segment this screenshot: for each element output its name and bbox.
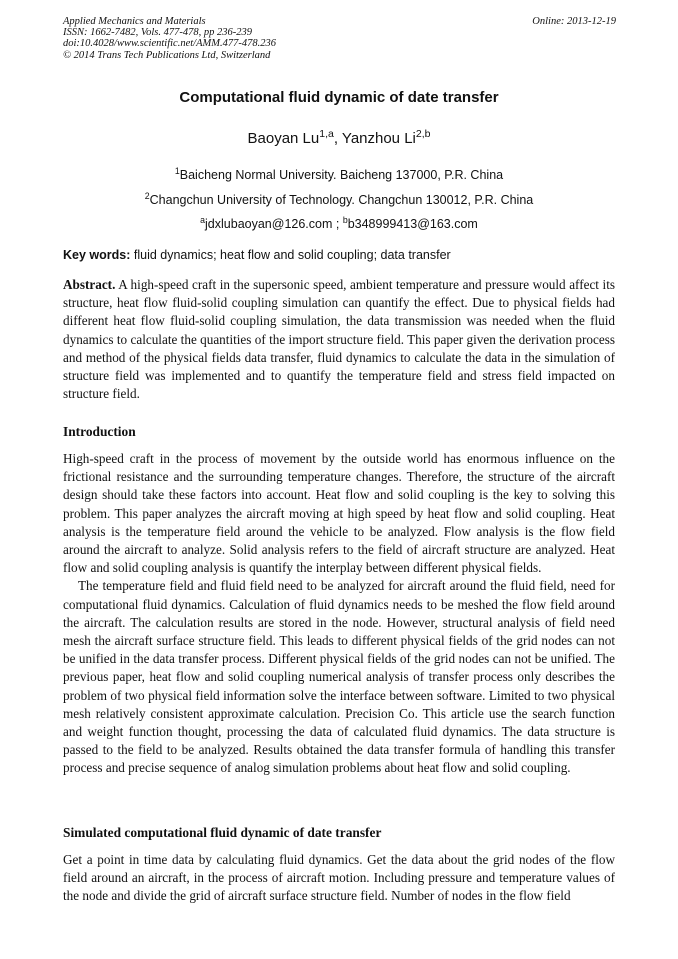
author-emails	[0, 215, 678, 231]
author-affiliation-marker: 2,b	[415, 128, 431, 140]
affiliation-marker: 1	[174, 166, 180, 176]
abstract	[63, 276, 615, 403]
author-name: Yanzhou Li	[341, 130, 416, 147]
issn-line: ISSN: 1662-7482, Vols. 477-478, pp 236-239	[63, 27, 252, 39]
journal-metadata	[63, 16, 276, 61]
affiliation-text: Changchun University of Technology. Changchun 130012, P.R. China	[149, 193, 534, 208]
copyright-line: © 2014 Trans Tech Publications Ltd, Switzerland	[63, 49, 271, 61]
email-address: jdxlubaoyan@126.com	[205, 217, 333, 232]
paragraph: The temperature field and fluid field need to be analyzed for aircraft around the fluid field, need for computational fluid dynamics. Calculation of fluid dynamics needs to be meshed the flow field around the aircraft. The calculation results are stored in the node. However, structural analysis of field need mesh the aircraft surface structure field. This leads to different physical fields of the grid nodes can not be unified in the data transfer process. Different physical fields of the grid nodes can not be unified. The previous paper, heat flow and solid coupling numerical analysis of transfer process only describes the problem of two physical field information solve the interface between software. Limited to two physical mesh relatively consistent approximate calculation. Precision Co. This article use the search function and weight function thought, processing the data of calculated fluid dynamics. The data structure is passed to the field to be analyzed. Results obtained the data transfer formula of handling this transfer process and precise sequence of analog simulation problems about heat flow and solid coupling.	[63, 578, 615, 776]
author-list	[0, 128, 678, 147]
author-separator: ,	[333, 130, 342, 147]
author-affiliation-marker: 1,a	[319, 128, 334, 140]
section-body	[63, 851, 615, 906]
affiliation	[0, 191, 678, 207]
paragraph: Get a point in time data by calculating fluid dynamics. Get the data about the grid nodes of the flow field around an aircraft, in the process of aircraft motion. Including pressure and temperature values of the node and divide the grid of aircraft surface structure field. Number of nodes in the flow field	[63, 852, 615, 904]
abstract-text: A high-speed craft in the supersonic speed, ambient temperature and pressure would affect its structure, heat flow fluid-solid coupling simulation can quantify the effect. Due to physical fields had different heat flow fluid-solid coupling simulation, the data transmission was needed when the fluid dynamics to calculate the quantities of the import structure field. This paper given the derivation process and method of the physical fields data transfer, fluid dynamics to calculate the data in the simulation of structure field was implemented and to quantify the temperature field and stress field impacted on structure field.	[63, 277, 615, 402]
affiliation-marker: 2	[144, 191, 150, 201]
paragraph: High-speed craft in the process of movement by the outside world has enormous influence on the frictional resistance and the surrounding temperature changes. Therefore, the structure of the aircraft design should take these factors into account. Heat flow and solid coupling is the key to solving this problem. This paper analyzes the aircraft moving at high speed by heat flow and solid coupling. Heat analysis is the temperature field around the vehicle to be analyzed. Flow analysis is the flow field around the aircraft to analyze. Solid analysis refers to the field of aircraft structure are analyzed. Heat flow and solid coupling analysis is quantify the interplay between different physical fields.	[63, 451, 615, 576]
keywords-label: Key words:	[63, 248, 131, 262]
email-marker: b	[342, 215, 348, 225]
section-body	[63, 450, 615, 778]
online-date: Online: 2013-12-19	[532, 16, 616, 27]
email-address: b348999413@163.com	[347, 217, 478, 232]
journal-name: Applied Mechanics and Materials	[63, 16, 206, 27]
email-marker: a	[200, 215, 206, 225]
affiliation-text: Baicheng Normal University. Baicheng 137000, P.R. China	[179, 168, 504, 183]
keywords-text: fluid dynamics; heat flow and solid coupling; data transfer	[130, 248, 451, 262]
section-heading: Simulated computational fluid dynamic of date transfer	[63, 825, 382, 840]
doi-line: doi:10.4028/www.scientific.net/AMM.477-478.236	[63, 38, 276, 50]
author-name: Baoyan Lu	[247, 130, 320, 147]
paper-title: Computational fluid dynamic of date transfer	[179, 89, 499, 106]
email-separator: ;	[332, 217, 343, 232]
section-heading: Introduction	[63, 424, 136, 439]
keywords	[63, 248, 451, 262]
affiliation	[0, 166, 678, 182]
abstract-label: Abstract.	[63, 277, 116, 292]
